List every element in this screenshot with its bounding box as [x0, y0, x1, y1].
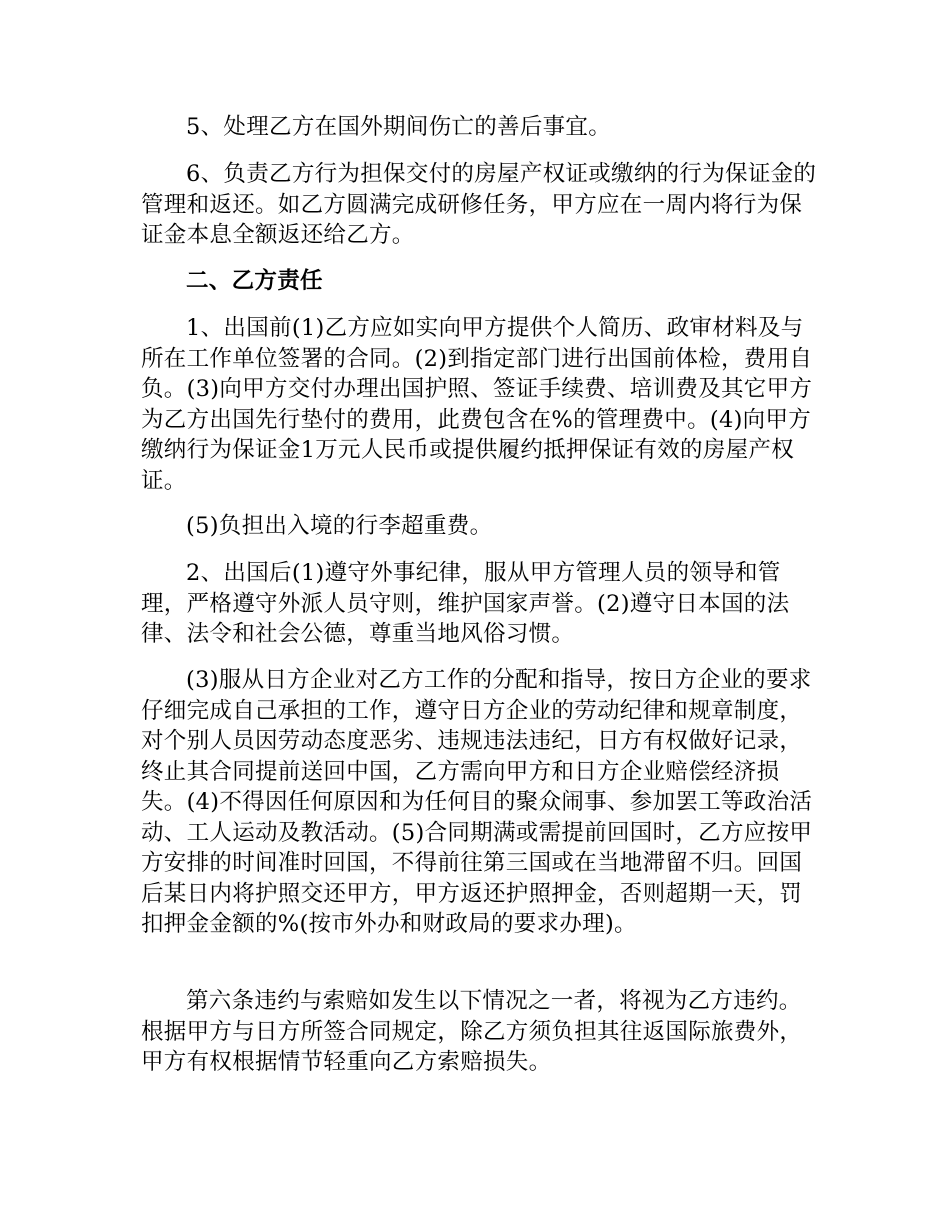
paragraph-baggage-fee: (5)负担出入境的行李超重费。 — [186, 513, 493, 539]
paragraph-item-5: 5、处理乙方在国外期间伤亡的善后事宜。 — [186, 114, 612, 140]
paragraph-obey-company: (3)服从日方企业对乙方工作的分配和指导，按日方企业的要求仔细完成自己承担的工作，遵守日方企业的劳动纪律和规章制度，对个别人员因劳动态度恶劣、违规违法违纪，日方有权做好记录，终止其合同提前送回中国，乙方需向甲方和日方企业赔偿经济损失。(4)不得因任何原因和为任何目的聚众闹事、参加罢工等政治活动、工人运动及教活动。(5)合同期满或需提前回国时，乙方应按甲方安排的时间准时回国，不得前往第三国或在当地滞留不归。回国后某日内将护照交还甲方，甲方返还护照押金，否则超期一天，罚扣押金金额的%(按市外办和财政局的要求办理)。 — [141, 667, 813, 937]
section-heading: 二、乙方责任 — [186, 268, 323, 294]
paragraph-article-6: 第六条违约与索赔如发生以下情况之一者，将视为乙方违约。根据甲方与日方所签合同规定，除乙方须负担其往返国际旅费外，甲方有权根据情节轻重向乙方索赔损失。 — [141, 988, 803, 1075]
paragraph-after-departure: 2、出国后(1)遵守外事纪律，服从甲方管理人员的领导和管理，严格遵守外派人员守则，维护国家声誉。(2)遵守日本国的法律、法令和社会公德，尊重当地风俗习惯。 — [141, 560, 790, 647]
paragraph-item-6: 6、负责乙方行为担保交付的房屋产权证或缴纳的行为保证金的管理和返还。如乙方圆满完成研修任务，甲方应在一周内将行为保证金本息全额返还给乙方。 — [141, 161, 817, 248]
paragraph-before-departure: 1、出国前(1)乙方应如实向甲方提供个人简历、政审材料及与所在工作单位签署的合同。(2)到指定部门进行出国前体检，费用自负。(3)向甲方交付办理出国护照、签证手续费、培训费及其它甲方为乙方出国先行垫付的费用，此费包含在%的管理费中。(4)向甲方缴纳行为保证金1万元人民币或提供履约抵押保证有效的房屋产权证。 — [141, 315, 813, 494]
